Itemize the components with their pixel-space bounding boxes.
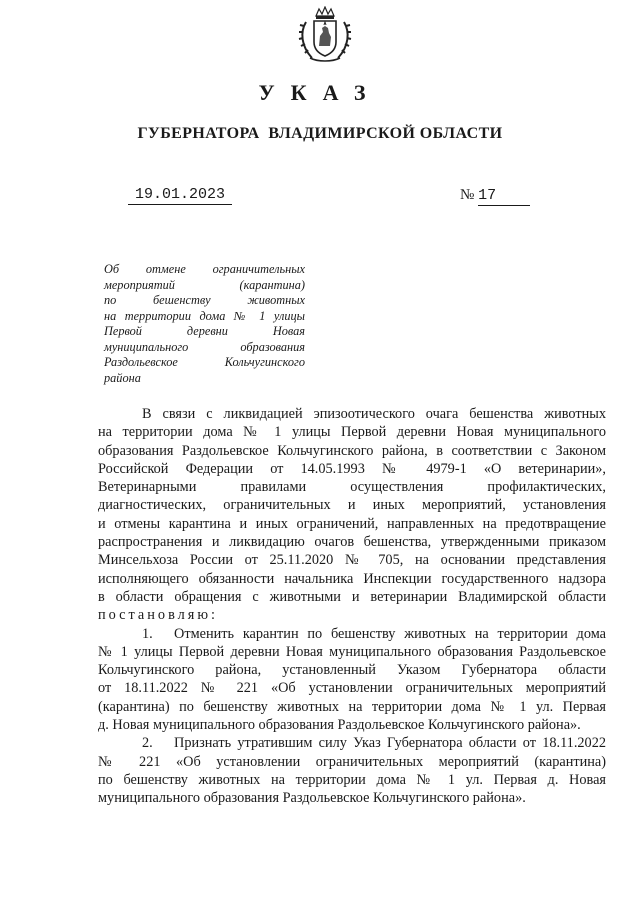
subject-line: Об отмене ограничительных bbox=[104, 262, 305, 276]
preamble-line: Российской Федерации от 14.05.1993 № 4979-1 «О ветеринарии», bbox=[98, 460, 606, 477]
subject-line: муниципального образования bbox=[104, 339, 305, 354]
document-type-title: УКАЗ bbox=[258, 80, 382, 105]
preamble-line: В связи с ликвидацией эпизоотического очага бешенства животных bbox=[142, 406, 606, 422]
preamble-line: диагностических, ограничительных и иных мероприятий, установления bbox=[98, 497, 606, 514]
decree-number-block bbox=[460, 186, 530, 206]
item-line bbox=[98, 734, 606, 752]
preamble-line: распространения и ликвидацию очагов бешенства, утвержденными приказом bbox=[98, 534, 606, 551]
item-line: № 1 улицы Первой деревни Новая муниципального образования Раздольевское bbox=[98, 643, 606, 660]
item-line: № 221 «Об установлении ограничительных мероприятий (карантина) bbox=[98, 753, 606, 770]
decree-body bbox=[98, 405, 606, 808]
item-line: Кольчугинского района, установленный Указом Губернатора области bbox=[98, 662, 606, 679]
subject-line: мероприятий (карантина) bbox=[104, 277, 305, 292]
preamble-line: в области обращения с животными и ветеринарии Владимирской области bbox=[98, 588, 606, 605]
coat-of-arms-icon bbox=[298, 6, 352, 64]
item-number: 2. bbox=[142, 735, 153, 752]
item-text: Отменить карантин по бешенству животных на территории дома bbox=[174, 625, 606, 642]
subject-line: района bbox=[104, 370, 141, 385]
item-text: Признать утратившим силу Указ Губернатора области от 18.11.2022 bbox=[174, 735, 606, 752]
preamble-line: образования Раздольевское Кольчугинского района, в соответствии с Законом bbox=[98, 442, 606, 459]
decree-number: 17 bbox=[478, 187, 530, 206]
decree-item-1 bbox=[98, 625, 606, 735]
subject-line: Раздольевское Кольчугинского bbox=[104, 355, 305, 369]
decree-date: 19.01.2023 bbox=[128, 186, 232, 205]
decree-subject bbox=[104, 262, 305, 386]
item-line: от 18.11.2022 № 221 «Об установлении ограничительных мероприятий bbox=[98, 680, 606, 697]
item-number: 1. bbox=[142, 625, 153, 642]
preamble-line: исполняющего обязанности начальника Инспекции государственного надзора bbox=[98, 570, 606, 587]
preamble-line: Минсельхоза России от 25.11.2020 № 705, на основании представления bbox=[98, 552, 606, 569]
item-line: муниципального образования Раздольевское Кольчугинского района». bbox=[98, 790, 526, 807]
subject-line: Первой деревни Новая bbox=[104, 324, 305, 338]
decree-item-2 bbox=[98, 734, 606, 807]
issuer-title: ГУБЕРНАТОРА ВЛАДИМИРСКОЙ ОБЛАСТИ bbox=[137, 125, 503, 142]
subject-line: по бешенству животных bbox=[104, 293, 305, 307]
decree-word: постановляю: bbox=[98, 607, 218, 624]
preamble-line: Ветеринарными правилами осуществления профилактических, bbox=[98, 479, 606, 496]
item-line: по бешенству животных на территории дома № 1 ул. Первая д. Новая bbox=[98, 771, 606, 788]
preamble-line: на территории дома № 1 улицы Первой деревни Новая муниципального bbox=[98, 424, 606, 441]
subject-line: на территории дома № 1 улицы bbox=[104, 308, 305, 323]
item-line bbox=[98, 625, 606, 643]
item-line: д. Новая муниципального образования Раздольевское Кольчугинского района». bbox=[98, 717, 581, 734]
number-prefix: № bbox=[460, 187, 475, 203]
preamble-paragraph bbox=[98, 405, 606, 625]
preamble-line: и отмены карантина и иных ограничений, направленных на предотвращение bbox=[98, 515, 606, 532]
item-line: (карантина) по бешенству животных на территории дома № 1 ул. Первая bbox=[98, 698, 606, 715]
